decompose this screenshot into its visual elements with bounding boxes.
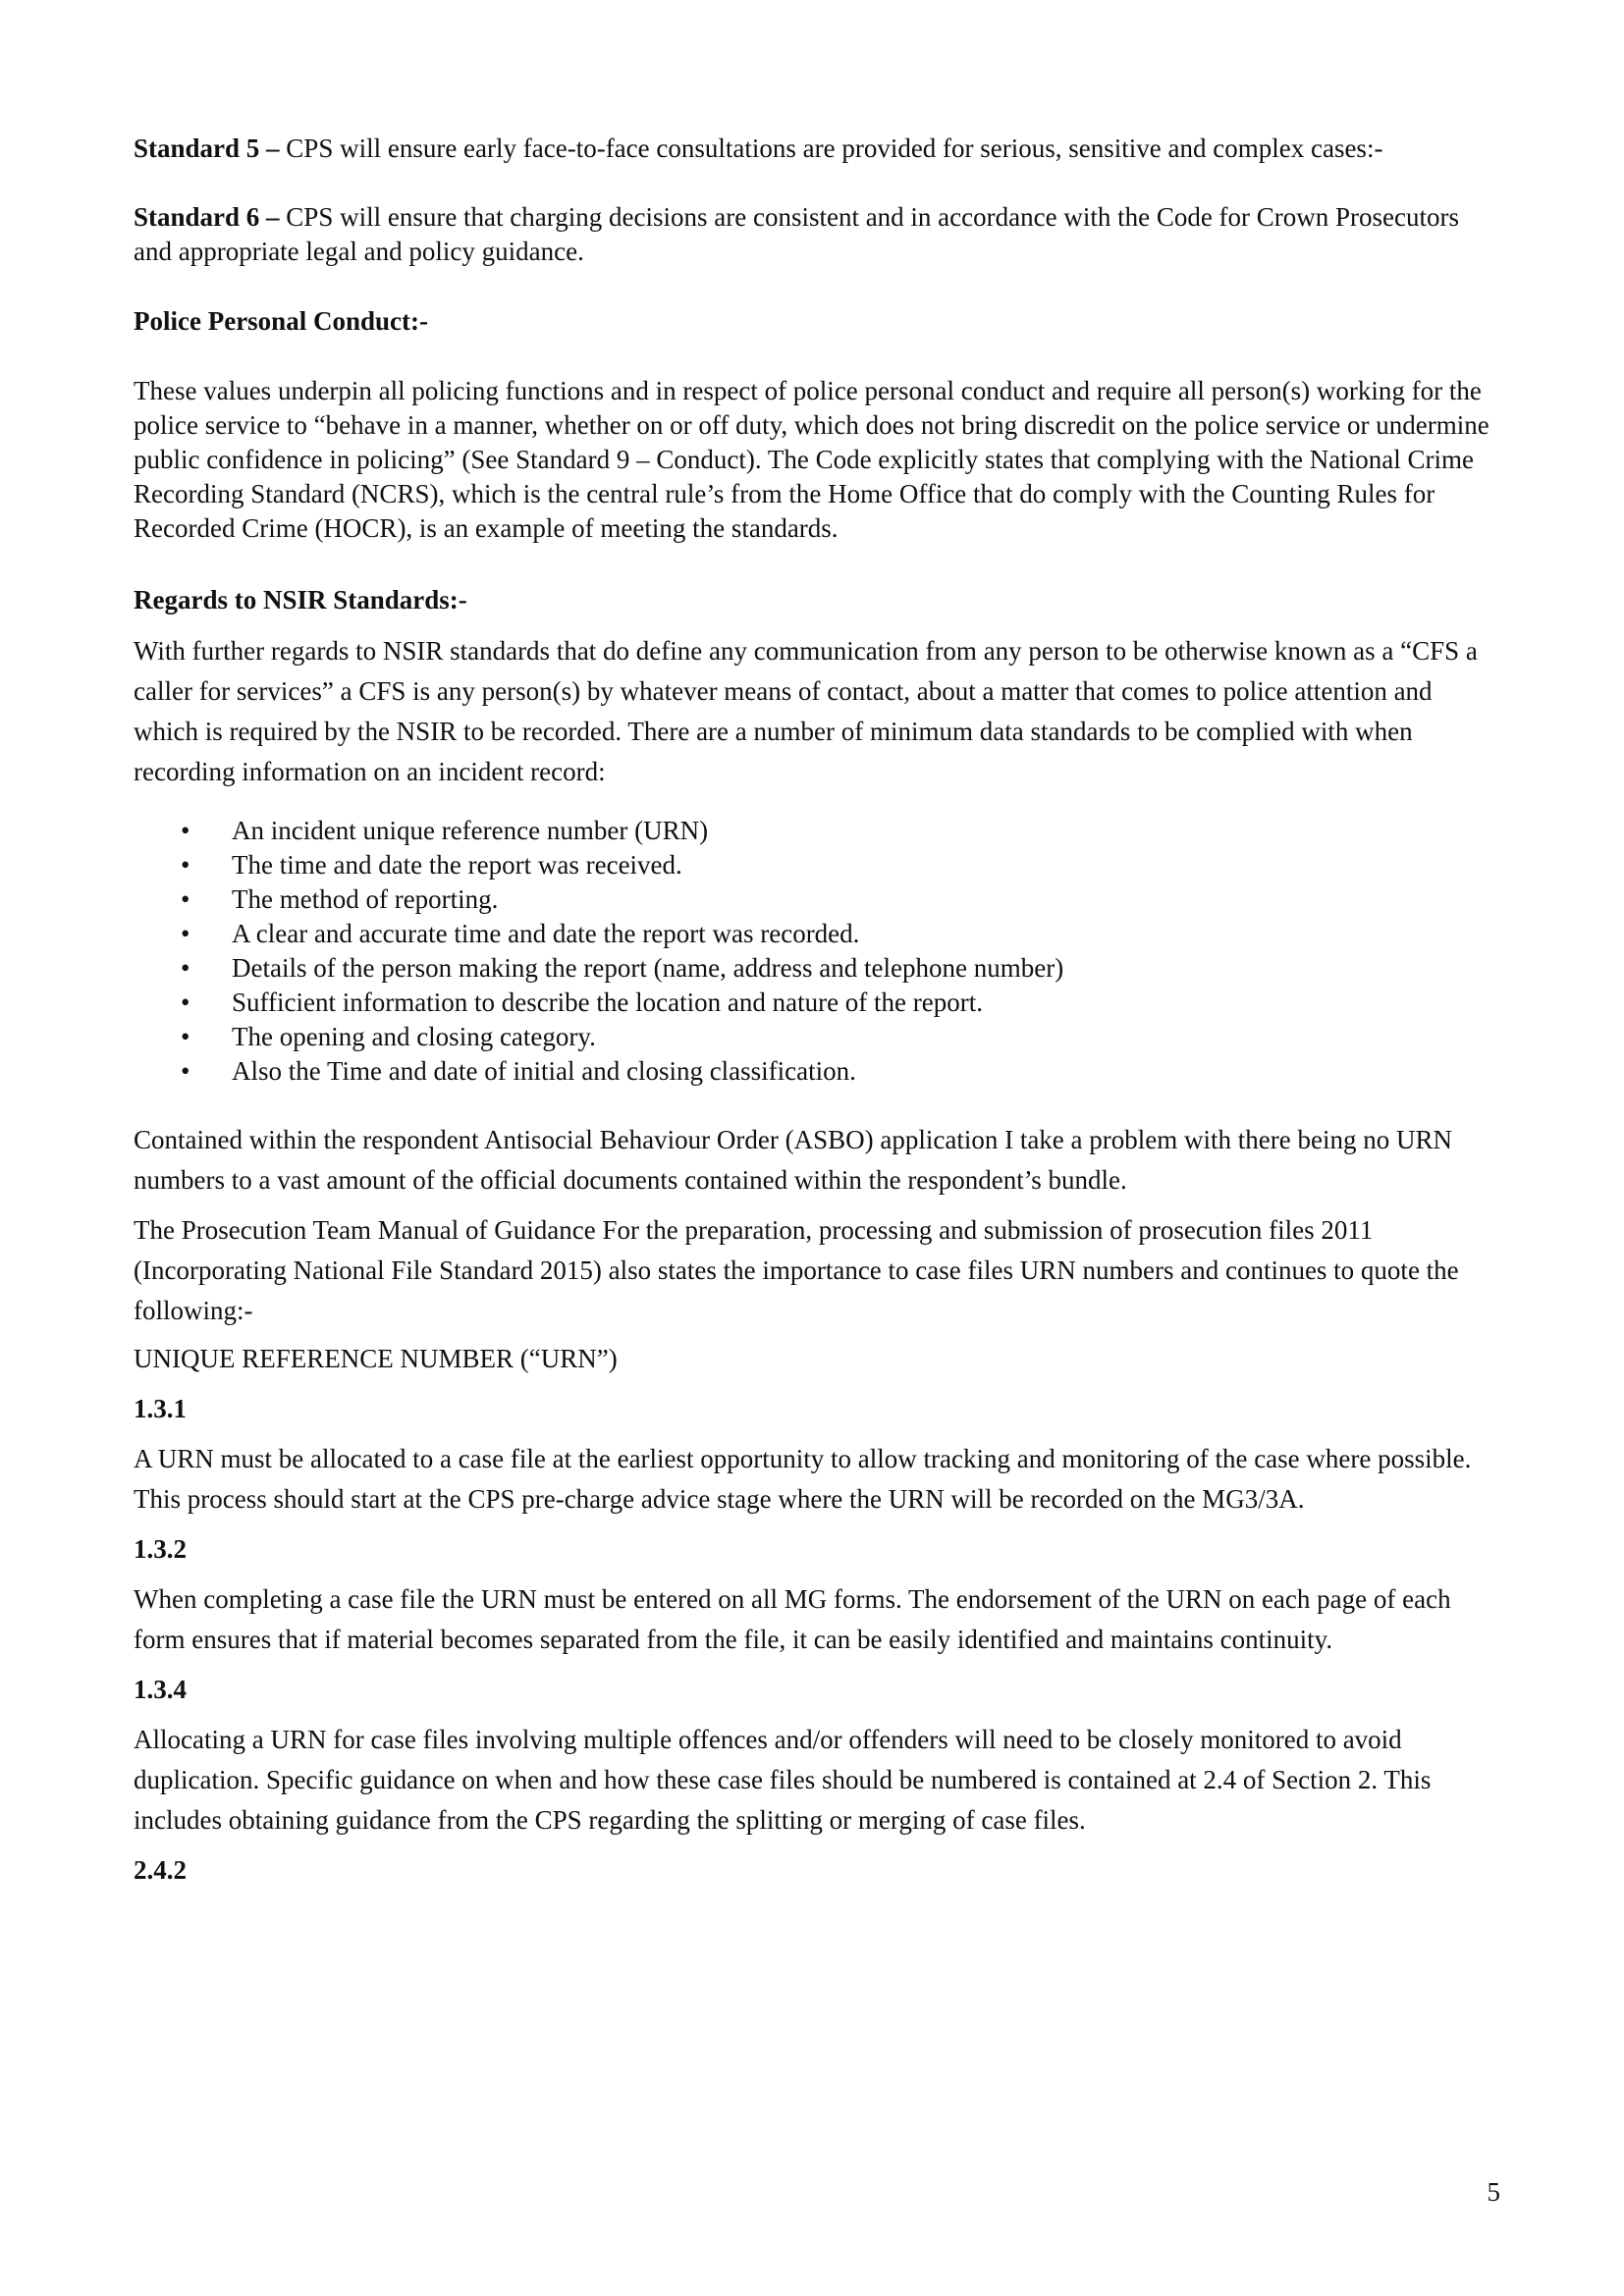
section-text: When completing a case file the URN must be entered on all MG forms. The endorsement of the URN on each page of each form ensures that if material becomes separated from the file, it can be easily identified and maintains continuity. <box>134 1584 1451 1654</box>
bullet-icon: • <box>181 1022 190 1051</box>
list-item: • A clear and accurate time and date the report was recorded. <box>134 917 1498 951</box>
list-item: • Sufficient information to describe the location and nature of the report. <box>134 986 1498 1020</box>
standard-6-label: Standard 6 – <box>134 202 280 232</box>
standard-6-text: CPS will ensure that charging decisions are consistent and in accordance with the Code for Crown Prosecutors and appropriate legal and policy guidance. <box>134 202 1460 266</box>
nsir-standards-list <box>134 814 1498 1089</box>
manual-of-guidance-paragraph: The Prosecution Team Manual of Guidance For the preparation, processing and submission of prosecution files 2011 (Incorporating National File Standard 2015) also states the importance to case files URN numbers and continues to quote the following:- <box>134 1215 1459 1325</box>
asbo-paragraph: Contained within the respondent Antisocial Behaviour Order (ASBO) application I take a problem with there being no URN numbers to a vast amount of the official documents contained within the respondent’s bundle. <box>134 1125 1452 1195</box>
bullet-icon: • <box>181 988 190 1017</box>
bullet-icon: • <box>181 816 190 845</box>
police-conduct-text: These values underpin all policing functions and in respect of police personal conduct and require all person(s) working for the police service to “behave in a manner, whether on or off duty, which does not bring discredit on the police service or undermine public confidence in policing” (See Standard 9 – Conduct). The Code explicitly states that complying with the National Crime Recording Standard (NCRS), which is the central rule’s from the Home Office that do comply with the Counting Rules for Recorded Crime (HOCR), is an example of meeting the standards. <box>134 376 1489 543</box>
section-number: 2.4.2 <box>134 1855 187 1885</box>
list-item: • The time and date the report was received. <box>134 848 1498 882</box>
police-conduct-heading: Police Personal Conduct:- <box>134 306 428 336</box>
list-item: • Details of the person making the report (name, address and telephone number) <box>134 951 1498 986</box>
bullet-icon: • <box>181 953 190 983</box>
bullet-icon: • <box>181 1056 190 1086</box>
list-item: • An incident unique reference number (URN) <box>134 814 1498 848</box>
standard-6 <box>134 200 1498 269</box>
standard-5-label: Standard 5 – <box>134 133 280 163</box>
nsir-heading: Regards to NSIR Standards:- <box>134 585 467 614</box>
bullet-icon: • <box>181 850 190 880</box>
list-item: • The method of reporting. <box>134 882 1498 917</box>
bullet-icon: • <box>181 919 190 948</box>
standard-5 <box>134 132 1498 166</box>
nsir-intro: With further regards to NSIR standards that do define any communication from any person to be otherwise known as a “CFS a caller for services” a CFS is any person(s) by whatever means of contact, about a matter that comes to police attention and which is required by the NSIR to be recorded. There are a number of minimum data standards to be complied with when recording information on an incident record: <box>134 636 1478 786</box>
bullet-icon: • <box>181 884 190 914</box>
page-number: 5 <box>1487 2177 1500 2207</box>
section-number: 1.3.1 <box>134 1394 187 1423</box>
section-text: Allocating a URN for case files involving multiple offences and/or offenders will need to be closely monitored to avoid duplication. Specific guidance on when and how these case files should be numbered is contained at 2.4 of Section 2. This includes obtaining guidance from the CPS regarding the splitting or merging of case files. <box>134 1725 1432 1835</box>
section-number: 1.3.4 <box>134 1675 187 1704</box>
section-text: A URN must be allocated to a case file at the earliest opportunity to allow tracking and monitoring of the case where possible. This process should start at the CPS pre-charge advice stage where the URN will be recorded on the MG3/3A. <box>134 1444 1472 1514</box>
standard-5-text: CPS will ensure early face-to-face consultations are provided for serious, sensitive and complex cases:- <box>279 133 1383 163</box>
document-page <box>134 132 1498 1891</box>
list-item: • The opening and closing category. <box>134 1020 1498 1054</box>
urn-heading: UNIQUE REFERENCE NUMBER (“URN”) <box>134 1344 618 1373</box>
list-item: • Also the Time and date of initial and closing classification. <box>134 1054 1498 1089</box>
section-number: 1.3.2 <box>134 1534 187 1564</box>
